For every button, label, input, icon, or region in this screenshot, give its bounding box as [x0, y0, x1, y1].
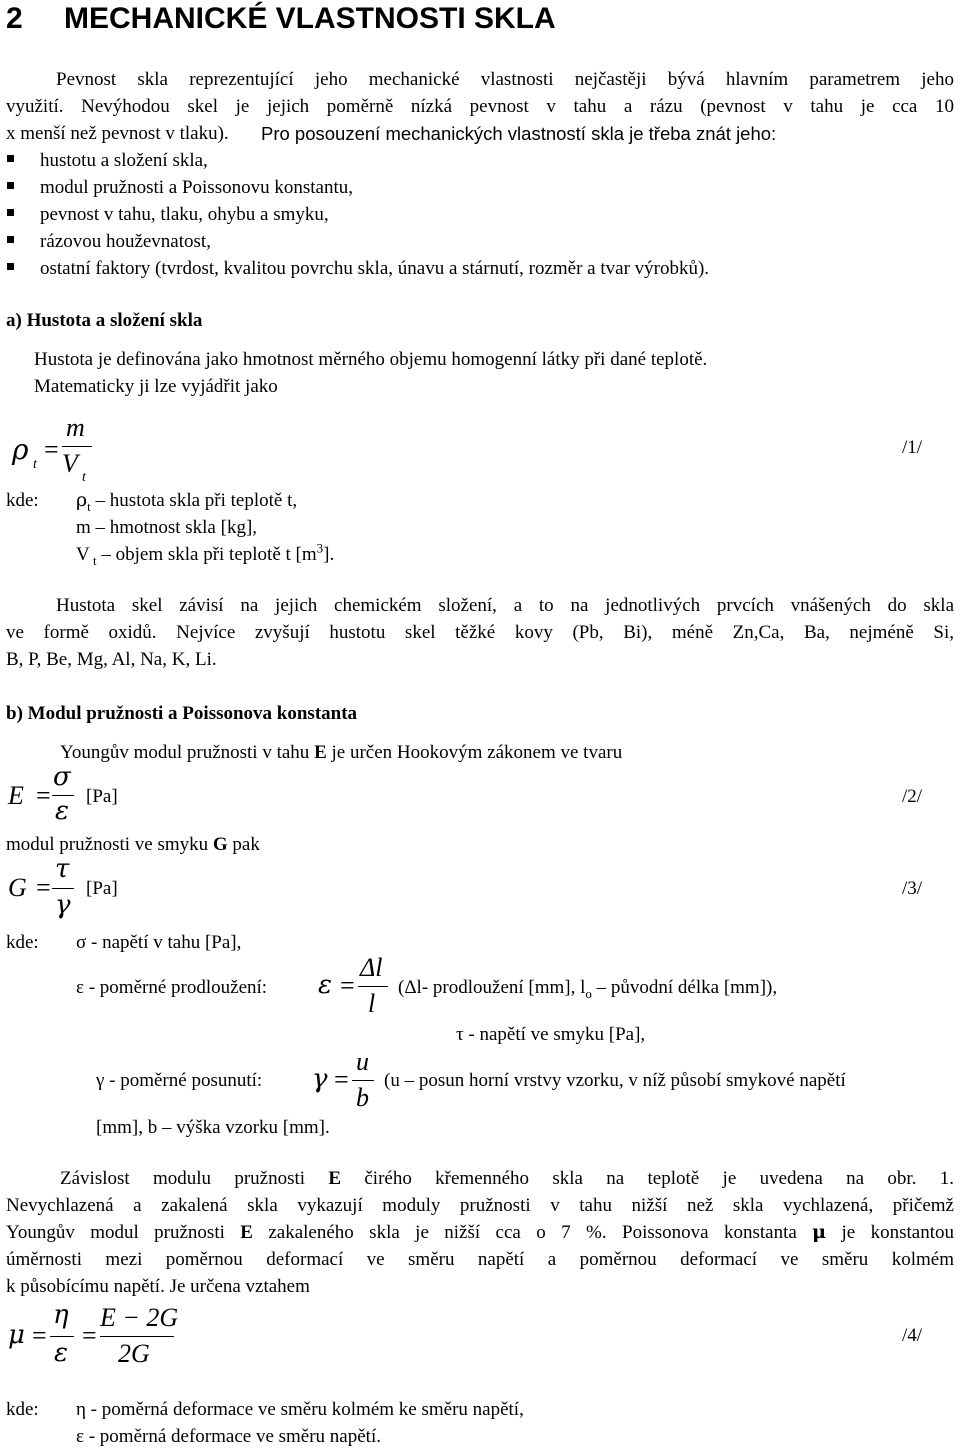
- eq2-label: /2/: [902, 786, 923, 807]
- section-b-intro: Youngův modul pružnosti v tahu E je určen Hookovým zákonem ve tvaru: [60, 742, 623, 763]
- list-item: hustotu a složení skla,: [40, 150, 208, 171]
- fraction-bar: [62, 446, 92, 447]
- eq1-equals: =: [44, 435, 59, 464]
- kde-label: kde:: [6, 490, 39, 511]
- fraction-bar: [100, 1336, 174, 1337]
- gamma-fraction: [352, 1046, 374, 1116]
- chapter-number: 2: [6, 2, 23, 35]
- definition-gamma-continued: [mm], b – výška vzorku [mm].: [96, 1117, 330, 1138]
- density-paragraph-line-2: ve formě oxidů. Nejvíce zvyšují hustotu skel těžké kovy (Pb, Bi), méně Zn,Ca, Ba, nejméně Si,: [6, 622, 954, 643]
- eq4-denominator-1: ε: [54, 1338, 68, 1368]
- eq1-numerator: m: [66, 413, 85, 442]
- eq4-label: /4/: [902, 1325, 923, 1346]
- definition-gamma-label: γ - poměrné posunutí:: [96, 1070, 263, 1091]
- shear-modulus-intro: modul pružnosti ve smyku G pak: [6, 834, 260, 855]
- eq3-denominator: γ: [55, 890, 71, 920]
- gamma-denominator: b: [356, 1083, 369, 1112]
- eps-denominator: l: [368, 989, 376, 1018]
- eq3-lhs: G: [8, 873, 27, 902]
- eq3-label: /3/: [902, 878, 923, 899]
- eq1-fraction: [62, 412, 92, 485]
- eq4-fraction-1: [50, 1302, 74, 1372]
- definition-eta: η - poměrná deformace ve směru kolmém ke směru napětí,: [76, 1399, 524, 1420]
- eq4-lhs: μ: [8, 1320, 25, 1350]
- modulus-paragraph-line-2: Nevychlazená a zakalená skla vykazují moduly pružnosti v tahu nižší než skla vychlazená, přičemž: [6, 1195, 954, 1216]
- intro-line-2: využití. Nevýhodou skel je jejich poměrně nízká pevnost v tahu a rázu (pevnost v tahu je cca 10: [6, 96, 954, 117]
- gamma-equals: =: [334, 1065, 349, 1094]
- definition-volume: V $_t$ – objem skla při teplotě t $[m^3]$.: [76, 540, 335, 568]
- definition-epsilon-label: ε - poměrné prodloužení:: [76, 977, 268, 998]
- section-a-paragraph-1: Hustota je definována jako hmotnost měrného objemu homogenní látky při dané teplotě.: [34, 349, 708, 370]
- definition-epsilon-2: ε - poměrná deformace ve směru napětí.: [76, 1426, 381, 1447]
- fraction-bar: [50, 1336, 74, 1337]
- eps-numerator: Δl: [360, 953, 383, 982]
- eps-lhs: ε: [318, 970, 332, 1000]
- kde-label: kde:: [6, 932, 39, 953]
- intro-line-3b: Pro posouzení mechanických vlastností skla je třeba znát jeho:: [261, 123, 777, 144]
- intro-line-1: Pevnost skla reprezentující jeho mechanické vlastnosti nejčastěji bývá hlavním parametrem jeho: [56, 69, 954, 90]
- bullet-square-icon: [7, 182, 14, 189]
- list-item: rázovou houževnatost,: [40, 231, 211, 252]
- eq4-fraction-2: [100, 1302, 179, 1372]
- eq1-rho: ρ: [12, 433, 29, 466]
- eq3-equals: =: [36, 873, 51, 902]
- fraction-bar: [52, 888, 74, 889]
- eq3-fraction: [52, 856, 74, 926]
- list-item: ostatní faktory (tvrdost, kvalitou povrchu skla, únavu a stárnutí, rozměr a tvar výrobků).: [40, 258, 710, 279]
- eq4-equals-1: =: [32, 1321, 47, 1350]
- gamma-numerator: u: [356, 1047, 369, 1076]
- eq3-numerator: τ: [55, 854, 70, 884]
- eps-equals: =: [340, 971, 355, 1000]
- gamma-lhs: γ: [312, 1064, 328, 1094]
- section-a-paragraph-2: Matematicky ji lze vyjádřit jako: [34, 376, 278, 397]
- eq2-denominator: ε: [55, 796, 69, 826]
- definition-epsilon-detail: (Δl- prodloužení [mm], $l_o$ – původní délka [mm]),: [398, 977, 778, 1001]
- eq1-label: /1/: [902, 437, 923, 458]
- eq4-numerator-1: η: [53, 1300, 69, 1330]
- bullet-square-icon: [7, 263, 14, 270]
- definition-rho: $\rho_t$ – hustota skla při teplotě t,: [76, 489, 298, 514]
- definition-tau: τ - napětí ve smyku [Pa],: [456, 1024, 646, 1045]
- eq2-unit: [Pa]: [86, 786, 118, 807]
- definition-gamma-detail: (u – posun horní vrstvy vzorku, v níž působí smykové napětí: [384, 1070, 846, 1091]
- bullet-square-icon: [7, 209, 14, 216]
- kde-label: kde:: [6, 1399, 39, 1420]
- eq4-numerator-2: E − 2G: [100, 1303, 179, 1332]
- eq4-denominator-2: 2G: [118, 1339, 150, 1368]
- section-a-title: a) Hustota a složení skla: [6, 310, 203, 331]
- eq1-denominator: V: [62, 449, 78, 478]
- eq2-fraction: [52, 762, 74, 832]
- eq1-denominator-sub: t: [82, 470, 86, 485]
- modulus-paragraph-line-1: Závislost modulu pružnosti E čirého křemenného skla na teplotě je uvedena na obr. 1.: [60, 1168, 955, 1189]
- definition-mass: m – hmotnost skla [kg],: [76, 517, 258, 538]
- section-b-title: b) Modul pružnosti a Poissonova konstanta: [6, 703, 358, 724]
- density-paragraph-line-1: Hustota skel závisí na jejich chemickém složení, a to na jednotlivých prvcích vnášených do skla: [56, 595, 954, 616]
- list-item: modul pružnosti a Poissonovu konstantu,: [40, 177, 353, 198]
- eq2-numerator: σ: [53, 762, 71, 792]
- fraction-bar: [358, 986, 388, 987]
- eq2-equals: =: [36, 781, 51, 810]
- eq1-rho-sub: t: [33, 457, 37, 472]
- bullet-square-icon: [7, 236, 14, 243]
- intro-line-3a: x menší než pevnost v tlaku).: [6, 123, 229, 144]
- bullet-square-icon: [7, 155, 14, 162]
- list-item: pevnost v tahu, tlaku, ohybu a smyku,: [40, 204, 329, 225]
- modulus-paragraph-line-3: Youngův modul pružnosti E zakaleného skla je nižší cca o 7 %. Poissonova konstanta μ je konstantou: [6, 1221, 954, 1243]
- chapter-title: MECHANICKÉ VLASTNOSTI SKLA: [64, 2, 556, 35]
- eps-fraction: [358, 952, 388, 1022]
- density-paragraph-line-3: B, P, Be, Mg, Al, Na, K, Li.: [6, 649, 217, 670]
- definition-sigma: σ - napětí v tahu [Pa],: [76, 932, 242, 953]
- fraction-bar: [352, 1080, 374, 1081]
- modulus-paragraph-line-4: úměrnosti mezi poměrnou deformací ve směru napětí a poměrnou deformací ve směru kolmém: [6, 1249, 954, 1270]
- modulus-paragraph-line-5: k působícímu napětí. Je určena vztahem: [6, 1276, 310, 1297]
- eq2-lhs: E: [8, 781, 24, 810]
- eq4-equals-2: =: [82, 1321, 97, 1350]
- eq3-unit: [Pa]: [86, 878, 118, 899]
